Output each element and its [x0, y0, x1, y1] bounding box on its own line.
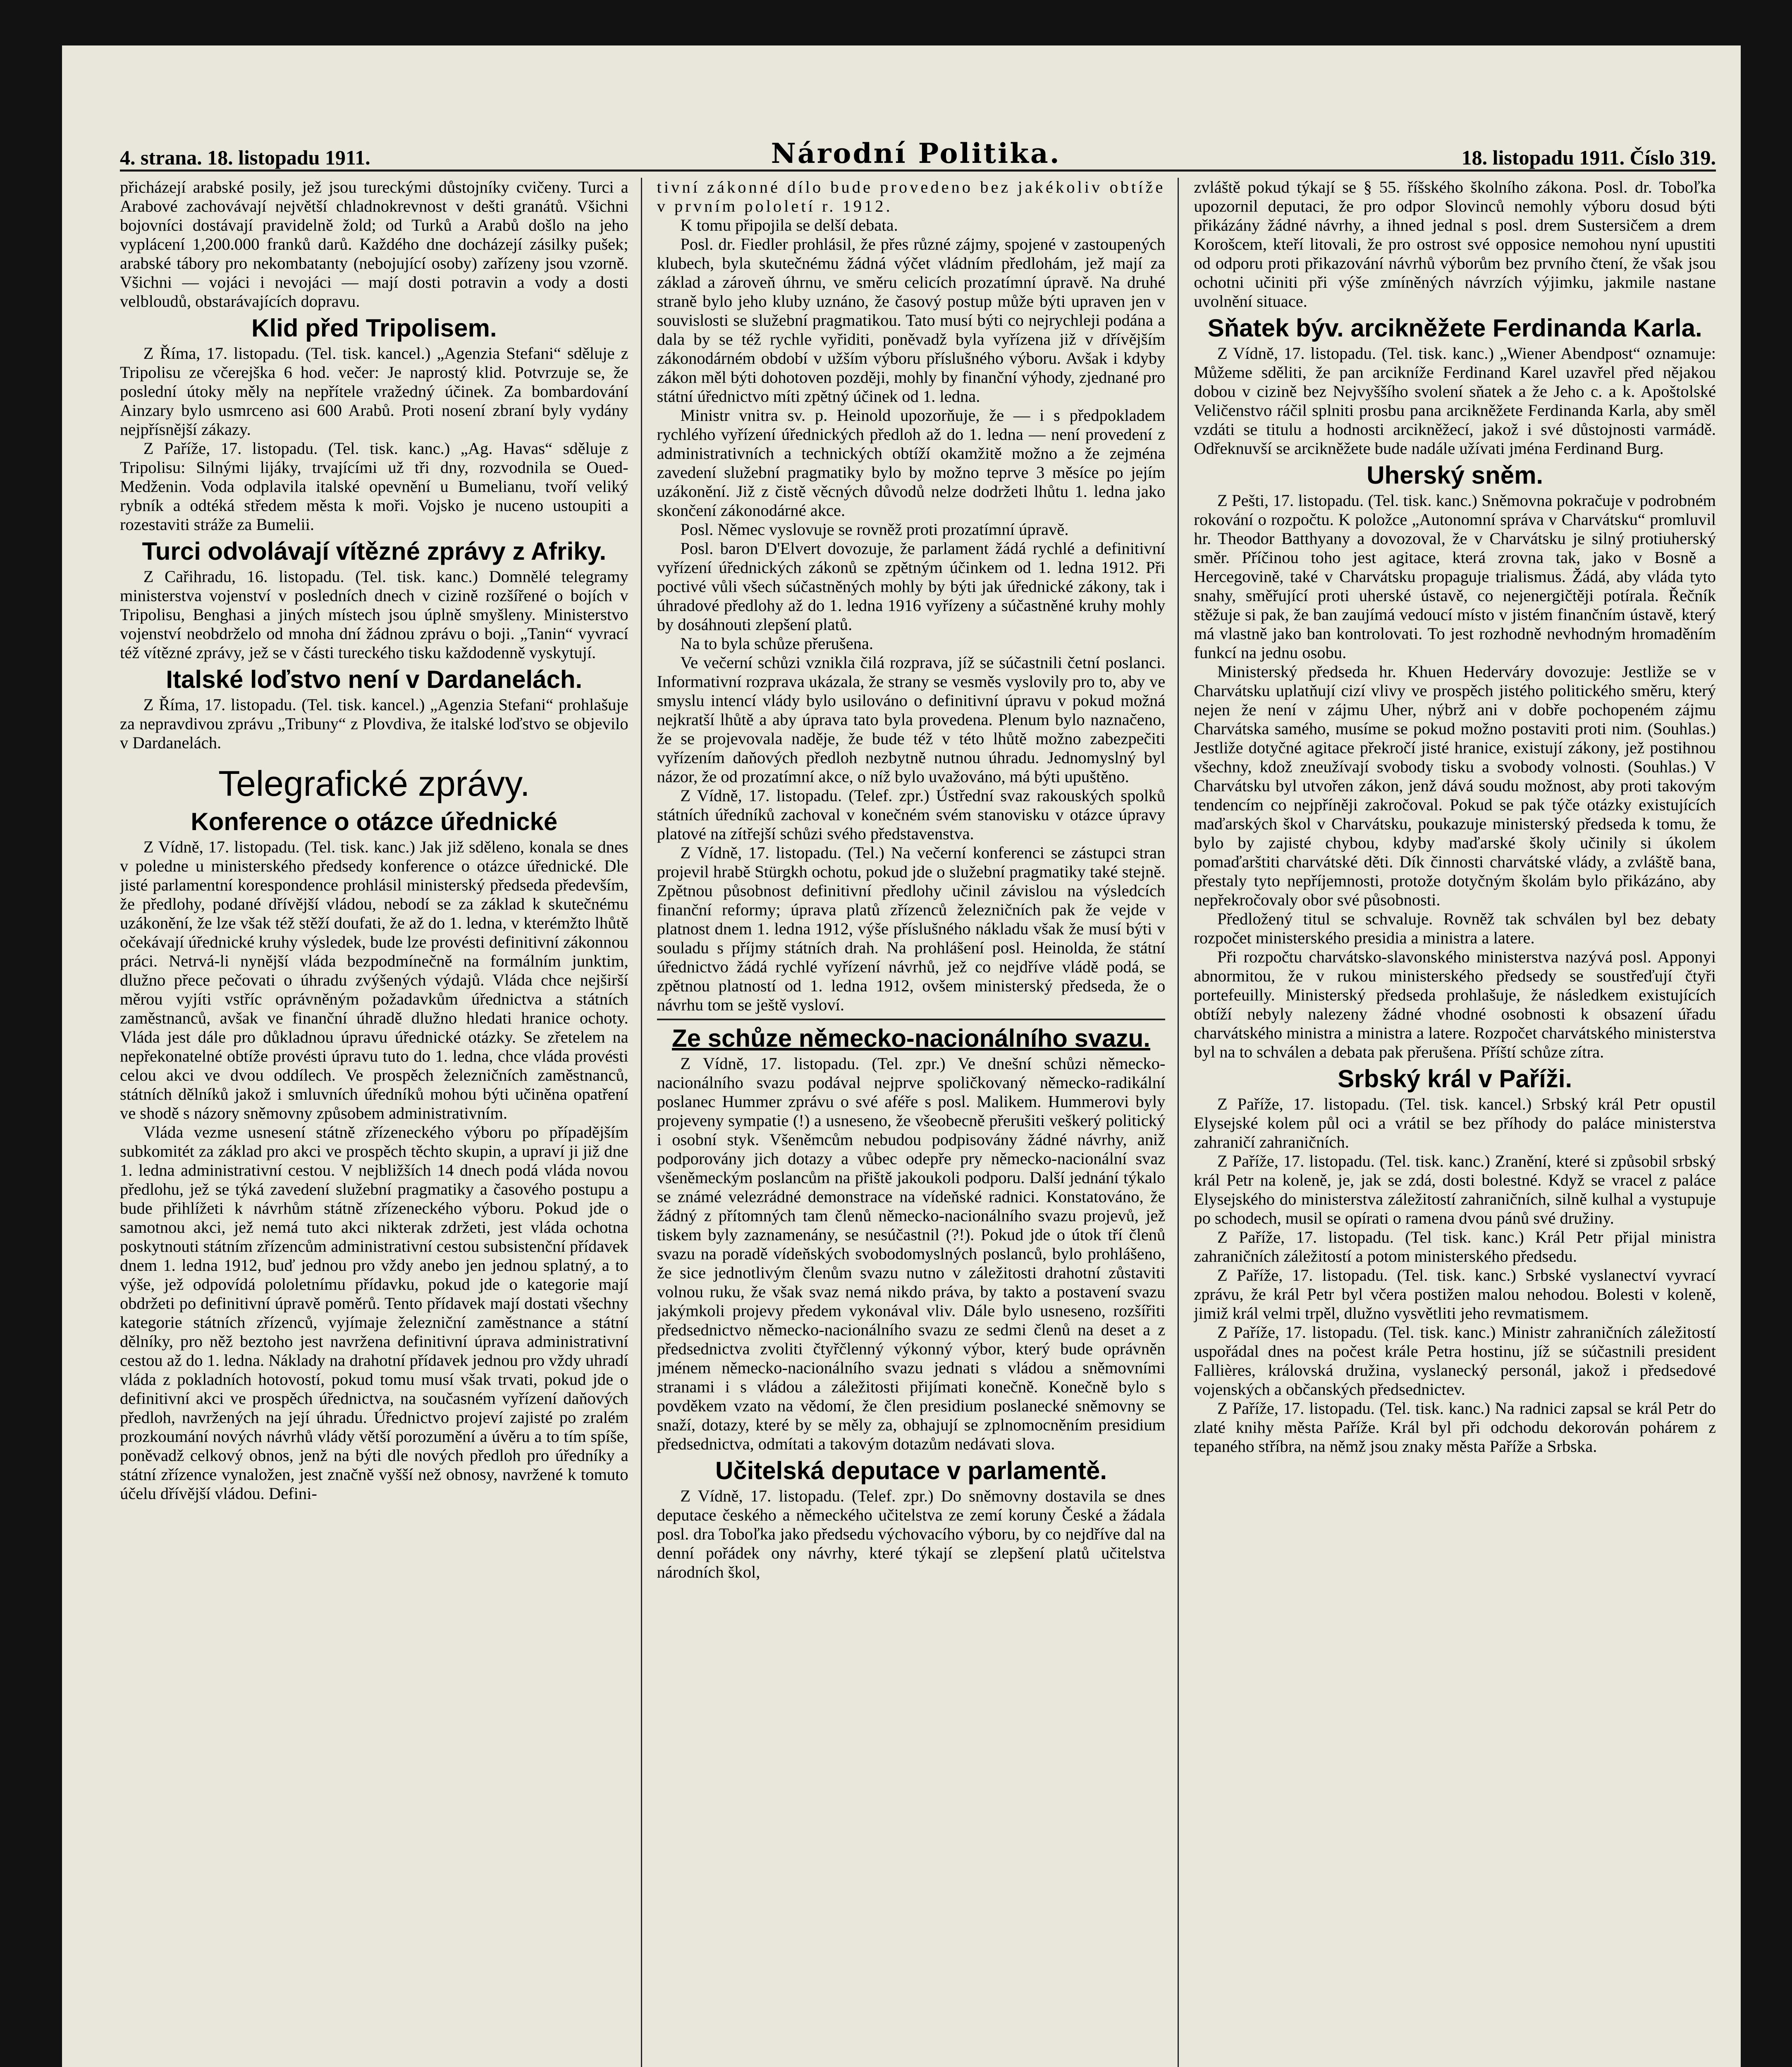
headline-klid: Klid před Tripolisem. — [251, 314, 497, 342]
article-paragraph: Posl. dr. Fiedler prohlásil, že přes různé zájmy, spojené v zastoupených klubech, byla skutečnému žádná výčet vládním předlohám, jež mají za základ a zároveň úhrnu, ve směru celicích prozatímní úpravě. Na druhé straně bylo jeho kluby uznáno, že časový postup může býti upraven jen v souvislosti se služební pragmatikou. Tato musí býti co nejrychleji podána a dala by se též rychle vyřiditi, poněvadž byla vyřízena již v dřívějším zákonodárném období v užším výboru příslušného výboru. Avšak i kdyby zákon měl býti dohotoven později, mohly by finanční výhody, zjednané pro státní úřednictvo míti zpětný účinek od 1. ledna. — [657, 235, 1166, 406]
article-paragraph: Při rozpočtu charvátsko-slavonského ministerstva nazývá posl. Apponyi abnormitou, že v rukou ministerského předsedy se soustřeďují čtyři portefeuilly. Ministerský předseda prohlašuje, že následkem existujících obtíží nebyly nalezeny žádné vhodné osobnosti k obsazení úřadu charvátského ministra a ministra a latere. Rozpočet charvátského ministerstva byl na to schválen a debata pak přerušena. Příští schůze zítra. — [1194, 948, 1716, 1061]
divider — [657, 1019, 1166, 1020]
article-paragraph: Z Vídně, 17. listopadu. (Tel. tisk. kanc.) Jak již sděleno, konala se dnes v poledne u ministerského předsedy konference o otázce úřednické. Dle jisté parlamentní korespondence prohlásil ministerský předseda především, že předlohy, podané dřívější vládou, nebodí se za základ k skutečnému uzákonění, že lze však též stěží doufati, že až do 1. ledna, v kterémžto lhůtě očekávají úřednické kruhy výsledek, bude lze provésti definitivní zákonnou práci. Netrvá-li nynější vláda bezpodmínečně na formálním junktim, dlužno přece pečovati o úhradu zvýšených výdajů. Vláda chce nejširší měrou vyjíti vstříc oprávněným požadavkům úřednictva a státních zaměstnanců, avšak ve finanční úhradě dlužno hledati hranice ochoty. Vláda jest dále pro důkladnou úpravu úřednické otázky. Se zřetelem na nepřekonatelné obtíže provésti úpravu tuto do 1. ledna, chce vláda provésti celou akci ve dvou oddílech. Ve prospěch železničních zaměstnanců, státních dělníků jakož i smluvních úředníků mohou býti učiněna opatření ve shodě s názory sněmovny způsobem administrativním. — [120, 838, 628, 1122]
headline-schuze: Ze schůze německo-nacionálního svazu. — [671, 1024, 1150, 1052]
header-issue-info: 18. listopadu 1911. Číslo 319. — [1461, 146, 1716, 169]
article-paragraph: Z Vídně, 17. listopadu. (Telef. zpr.) Do sněmovny dostavila se dnes deputace českého a německého učitelstva ze zemí koruny České a žádala posl. dra Toboľka jako předsedu výchovacího výboru, by co nejdříve dal na denní pořádek ony návrhy, které týkají se zlepšení platů učitelstva národních škol, — [657, 1487, 1166, 1581]
article-paragraph: Z Cařihradu, 16. listopadu. (Tel. tisk. kanc.) Domnělé telegramy ministerstva vojenství v posledních dnech v cizině rozšířené o bojích v Tripolisu, Benghasi a jiných místech jsou úplně smyšleny. Ministerstvo vojenství neobdrželo od mnoha dní žádnou zprávu o boji. „Tanin“ vyvrací též vítězné zprávy, jež se v části tureckého tisku každodenně vyskytují. — [120, 567, 628, 662]
column-1 — [120, 178, 642, 2067]
article-paragraph: Vláda vezme usnesení státně zřízeneckého výboru po případějším subkomitét za základ pro akci ve prospěch těchto skupin, a upraví ji již dne 1. ledna administrativní cestou. V nejbližších 14 dnech podá vláda novou předlohu, jež se týká zavedení služební pragmatiky a časového postupu a bude přihlížeti k návrhům státně zřízeneckého výboru. Pokud jde o samotnou akci, jež nemá tuto akci nikterak zdržeti, jest vláda ochotna poskytnouti státním zřízencům administrativní cestou subsistenční přídavek dnem 1. ledna 1912, buď jednou pro vždy anebo jen jednou splatný, a to výše, jež odpovídá pololetnímu přídavku, pokud jde o kategorie mají obdržeti po definitivní úpravě poměrů. Tento přídavek mají dostati všechny kategorie státních zřízenců, vyjímaje železniční zaměstnance a státní dělníky, pro něž beztoho jest navržena definitivní úprava administrativní cestou až do 1. ledna. Náklady na drahotní přídavek jednou pro vždy uhradí vláda z pokladních hotovostí, pokud tomu musí však trvati, pokud jde o definitivní akci ve prospěch úřednictva, na současném vyřízení daňových předloh, navržených na její úhradu. Úřednictvo projeví zajisté po zralém prozkoumání nových návrhů vlády větší porozumění a úvěru a to tím spíše, poněvadž celkový obnos, jenž na býti dle nových předloh pro úředníky a státní zřízence vynaložen, jest značně vyšší než obnosy, navržené k tomuto účelu dřívější vládou. Defini- — [120, 1123, 628, 1503]
article-paragraph: Z Paříže, 17. listopadu. (Tel. tisk. kanc.) Zranění, které si způsobil srbský král Petr na koleně, je, jak se zdá, dosti bolestné. Když se vracel z paláce Elysejského do ministerstva záležitostí zahraničních, silně kulhal a vystupuje po schodech, musil se opírati o ramena dvou pánů své družiny. — [1194, 1152, 1716, 1227]
article-paragraph: Posl. Němec vyslovuje se rovněž proti prozatímní úpravě. — [680, 520, 1069, 539]
column-2 — [657, 178, 1179, 2067]
article-paragraph: Z Paříže, 17. listopadu. (Tel. tisk. kanc.) Ministr zahraničních záležitostí uspořádal dnes na počest krále Petra hostinu, jíž se súčastnili president Fallières, královská družina, vyslanecký personál, jakož i předsedové vojenských a občanských předsednictev. — [1194, 1323, 1716, 1399]
header-page-info: 4. strana. 18. listopadu 1911. — [120, 146, 370, 169]
headline-lodstvo: Italské loďstvo není v Dardanelách. — [166, 666, 583, 693]
column-3 — [1194, 178, 1716, 2067]
article-paragraph: Ministr vnitra sv. p. Heinold upozorňuje, že — i s předpokladem rychlého vyřízení úřednických předloh až do 1. ledna — není provedení z administrativních a technických obtíží okamžitě možno a že zejména zavedení služební pragmatiky bylo by možno teprve 3 měsíce po jejím uzákonění. Již z čistě věcných důvodů nelze dodržeti lhůtu 1. ledna jako skončení zákonodárné akce. — [657, 406, 1166, 520]
article-paragraph: zvláště pokud týkají se § 55. říšského školního zákona. Posl. dr. Toboľka upozornil deputaci, že pro odpor Slovinců nemohly výboru dosud býti přikázány žádné návrhy, a ihned jednal s posl. drem Sustersičem a drem Korošcem, kteří litovali, že pro ostrost své opposice nemohou nyní upustiti od odporu proti přikazování návrhů výborům bez prvního čtení, že však jsou ochotni učiniti při výše zmíněných návrzích výjimku, jakmile nastane uvolnění situace. — [1194, 178, 1716, 310]
article-paragraph: Z Říma, 17. listopadu. (Tel. tisk. kancel.) „Agenzia Stefani“ sděluje z Tripolisu ze včerejška 6 hod. večer: Je naprostý klid. Potvrzuje se, že poslední útoky měly na nepřítele vražedný účinek. Za bombardování Ainzary bylo usmrceno asi 600 Arabů. Proti nosení zbraní byly vydány nejpřísnější zákazy. — [120, 344, 628, 439]
masthead-title: Národní Politika. — [771, 137, 1061, 169]
article-paragraph: Z Paříže, 17. listopadu. (Tel. tisk. kanc.) Srbské vyslanectví vyvrací zprávu, že král Petr byl včera postižen malou nehodou. Bolesti v koleně, jimiž král velmi trpěl, dlužno vysvětliti jeho revmatismem. — [1194, 1266, 1716, 1322]
article-paragraph: Ve večerní schůzi vznikla čilá rozprava, jíž se súčastnili četní poslanci. Informativní rozprava ukázala, že strany se vesměs vyslovily pro to, aby ve smyslu intencí vlády bylo usilováno o definitivní úpravu v pokud možná nejkratší lhůtě a aby úprava tato byla provedena. Plenum bylo naznačeno, že se projevovala naděje, že bude též v této lhůtě možno zabezpečiti vyřízením daňových předloh nezbytně nutnou úhradu. Jednomyslný byl názor, že od prozatímní akce, o níž bylo uvažováno, má býti upuštěno. — [657, 653, 1166, 786]
headline-turci: Turci odvolávají vítězné zprávy z Afriky. — [142, 537, 607, 565]
article-paragraph: Na to byla schůze přerušena. — [680, 634, 874, 653]
headline-uhersky: Uherský sněm. — [1367, 461, 1544, 489]
article-paragraph: Z Vídně, 17. listopadu. (Tel. zpr.) Ve dnešní schůzi německo-nacionálního svazu podával nejprve spoličkovaný německo-radikální poslanec Hummer zprávu o své aféře s posl. Malikem. Hummerovi byly projeveny sympatie (!) a usneseno, že všeobecně přerušiti veškerý politický i osobní styk. Všeněmcům nebudou podpisovány žádné návrhy, aniž podporovány jich dotazy a vůbec odepře pry německo-nacionální svaz všeněmeckým poslancům na přiště jakoukoli podporu. Další jednání týkalo se známé velezrádné demonstrace na vídeňské radnici. Konstatováno, že žádný z přítomných tam členů německo-nacionálního svazu projevů, jež tiskem byly zaznamenány, se nesúčastnil (?!). Pokud jde o útok tří členů svazu na poradě vídeňských svobodomyslných poslanců, bylo prohlášeno, že sice jednotlivým členům svazu nutno v záležitosti drahotní zůstaviti volnou ruku, že však svaz nemá nikdo práva, by takto a postavení svazu jakýmkoli projevy předem vykonával vliv. Dále bylo usneseno, rozšířiti předsednictvo německo-nacionálního svazu ze sedmi členů na deset a z předsednictva zvoliti čtyřčlenný výkonný výbor, který bude oprávněn jménem německo-nacionálního svazu jednati s vládou a sněmovními stranami i s vládou a záležitosti přijímati konečně. Konečně bylo s povděkem vzato na vědomí, že člen presidium poslanecké sněmovny se snaží, dotazy, které by se měly za, obhajují se zplnomocněním presidium předsednictva, odmítati a takovým dotazům nedávati slova. — [657, 1054, 1166, 1453]
article-columns — [120, 178, 1716, 2067]
headline-snatek: Sňatek býv. arcikněžete Ferdinanda Karla. — [1207, 314, 1702, 342]
article-paragraph: Z Paříže, 17. listopadu. (Tel. tisk. kanc.) Na radnici zapsal se král Petr do zlaté knihy města Paříže. Král byl při odchodu dekorován pohárem z tepaného stříbra, na němž jsou znaky města Paříže a Srbska. — [1194, 1399, 1716, 1456]
article-paragraph: K tomu připojila se delší debata. — [680, 216, 898, 234]
article-paragraph: tivní zákonné dílo bude provedeno bez jakékoliv obtíže v prvním pololetí r. 1912. — [657, 178, 1166, 215]
article-paragraph: Z Vídně, 17. listopadu. (Tel. tisk. kanc.) „Wiener Abendpost“ oznamuje: Můžeme sděliti, že pan arcikníže Ferdinand Karel uzavřel před nějakou dobou v cizině bez Nejvyššího svolení sňatek a že Jeho c. a k. Apoštolské Veličenstvo ráčil splniti prosbu pana arcikněžete Ferdinanda Karla, aby směl vzdáti se titulu a hodnosti arcikněžecí, jakož i své důstojnosti varmádě. Odřeknuvší se arcikněžete bude nadále užívati jména Ferdinand Burg. — [1194, 344, 1716, 458]
article-paragraph: Posl. baron D'Elvert dovozuje, že parlament žádá rychlé a definitivní vyřízení úřednických zákonů se zpětným účinkem od 1. ledna 1912. Při poctivé vůli všech súčastněných mohly by býti jak úřednické zákony, tak i úhradové předlohy až do 1. ledna 1916 vyřízeny a súčastněné kruhy mohly by dosáhnouti zlepšení platů. — [657, 539, 1166, 634]
article-paragraph: Předložený titul se schvaluje. Rovněž tak schválen byl bez debaty rozpočet ministerského presidia a ministra a latere. — [1194, 909, 1716, 947]
article-paragraph: Z Vídně, 17. listopadu. (Tel.) Na večerní konferenci se zástupci stran projevil hrabě Stürgkh ochotu, pokud jde o služební pragmatiky také stejně. Zpětnou působnost definitivní předlohy učinil závislou na výsledcích finanční reformy; úprava platů zřízenců železničních pak že vejde v platnost dnem 1. ledna 1912, výše příslušného nákladu však že musí býti v souladu s příjmy státních drah. Na prohlášení posl. Heinolda, že státní úřednictvo žádá rychlé vyřízení návrhů, jež co nejdříve vládě podá, se zpětnou platností od 1. ledna 1912, ovšem ministerský předseda, že o návrhu tom se ještě vysloví. — [657, 843, 1166, 1014]
article-paragraph: Z Pešti, 17. listopadu. (Tel. tisk. kanc.) Sněmovna pokračuje v podrobném rokování o rozpočtu. K položce „Autonomní správa v Charvátsku“ promluvil hr. Theodor Batthyany a dovozoval, že v Charvátsku je silný protiuherský směr. Příčinou toho jest agitace, která zrovna tak, jako v Bosně a Hercegovině, také v Charvátsku propaguje trialismus. Žádá, aby vláda tyto snahy, směřující proti uherské ústavě, co nejenergičtěji potírala. Řečník stěžuje si pak, že ban zaujímá vedoucí místo v jistém finančním ústavě, který má vlastně jako ban kontrolovati. To jest rozhodně nevhodným hromaděním funkcí na jednu osobu. — [1194, 491, 1716, 662]
article-paragraph: Z Paříže, 17. listopadu. (Tel. tisk. kanc.) „Ag. Havas“ sděluje z Tripolisu: Silnými lijáky, trvajícími už tři dny, rozvodnila se Oued-Medženin. Voda odplavila italské opevnění u Bumelianu, tvoří veliký rybník a odtéká středem města k moři. Vojsko je nuceno ustoupiti a rozestaviti stráže za Bumelii. — [120, 439, 628, 534]
section-title-telegraficke: Telegrafické zprávy. — [218, 764, 530, 804]
page-header — [120, 124, 1716, 172]
article-paragraph: Z Vídně, 17. listopadu. (Telef. zpr.) Ústřední svaz rakouských spolků státních úředníků zachoval v konečném svém stanovisku v otázce úpravy platové na zítřejší schůzi svého představenstva. — [657, 786, 1166, 843]
article-paragraph: Z Říma, 17. listopadu. (Tel. tisk. kancel.) „Agenzia Stefani“ prohlašuje za nepravdivou zprávu „Tribuny“ z Plovdiva, že italské loďstvo se objevilo v Dardanelách. — [120, 695, 628, 752]
headline-konference: Konference o otázce úřednické — [191, 808, 558, 835]
article-paragraph: Ministerský předseda hr. Khuen Hederváry dovozuje: Jestliže se v Charvátsku uplatňují cizí vlivy ve prospěch jistého politického směru, který nejen že není v zájmu Uher, nýbrž ani v dobře pochopeném zájmu Charvátska samého, musíme se pokud možno postaviti proti nim. (Souhlas.) Jestliže dotyčné agitace překročí jisté hranice, existují zákony, jež postihnou všechny, kdož zneužívají svobody tisku a svobody volnosti. (Souhlas.) V Charvátsku byl utvořen zákon, jenž dává soudu možnost, aby proti takovým tendencím co nejpříněji zakročoval. Pokud se pak týče otázky existujících maďarských škol v Charvátsku, poukazuje ministerský předseda k tomu, že bylo by zajisté chybou, kdyby maďarské školy učinily si úkolem pomaďarštiti charvátské děti. Dík činnosti charvátské vlády, a zvláště bana, přestaly tyto nepříjemnosti, protože dotyčným školám bylo přikázáno, aby nepřekročovaly obor své působnosti. — [1194, 662, 1716, 909]
article-paragraph: Z Paříže, 17. listopadu. (Tel tisk. kanc.) Král Petr přijal ministra zahraničních záležitostí a potom ministerského předsedu. — [1194, 1228, 1716, 1265]
article-paragraph: přicházejí arabské posily, jež jsou tureckými důstojníky cvičeny. Turci a Arabové zachovávají největší chladnokrevnost v dešti granátů. Všichni bojovníci dostávají pravidelně žold; od Turků a Arabů došlo na jeho vyplácení 1,200.000 franků darů. Každého dne docházejí zásilky pušek; arabské tábory pro nekombatanty (nebojující osoby) zařízeny jsou vzorně. Všichni — vojáci i nevojáci — mají dosti potravin a vody a dosti velbloudů, obstarávajících dopravu. — [120, 178, 628, 310]
headline-ucitelska: Učitelská deputace v parlamentě. — [715, 1457, 1107, 1485]
headline-srbsky: Srbský král v Paříži. — [1338, 1065, 1572, 1093]
article-paragraph: Z Paříže, 17. listopadu. (Tel. tisk. kancel.) Srbský král Petr opustil Elysejské kolem půl oci a vrátil se bez příhody do paláce ministerstva zahraničí zahraničních. — [1194, 1095, 1716, 1151]
